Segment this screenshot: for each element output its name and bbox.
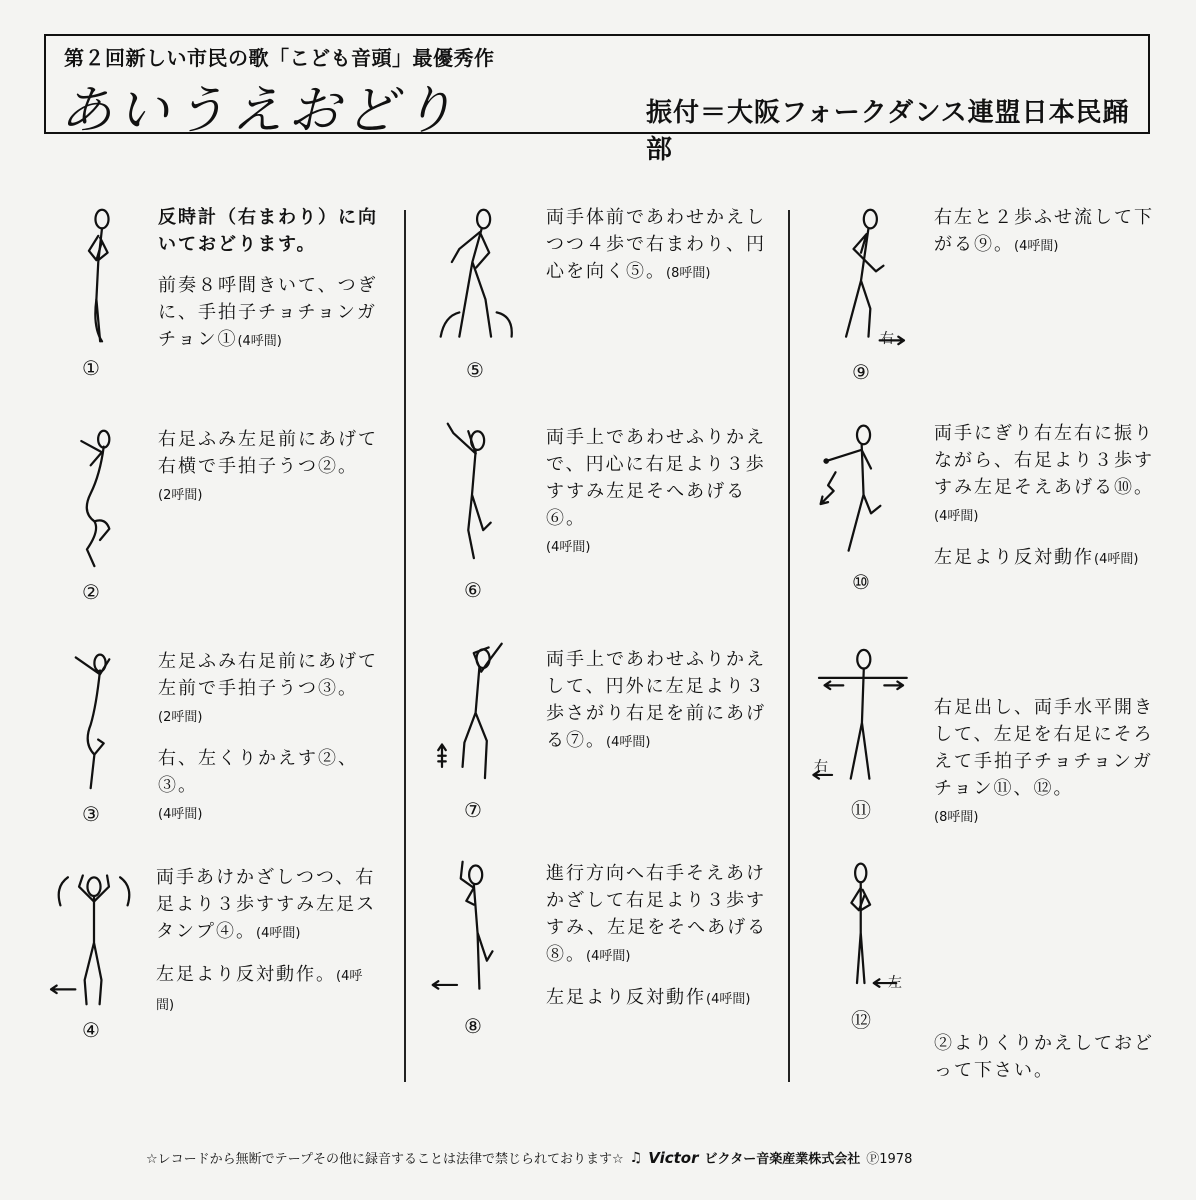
step-text: 左足より反対動作	[546, 987, 706, 1008]
column-divider	[404, 210, 406, 1082]
step-timing: (2呼間)	[158, 488, 203, 503]
choreography-credit: 振付＝大阪フォークダンス連盟日本民踊部	[646, 98, 1130, 165]
step-description	[158, 426, 378, 523]
step-text: 前奏８呼間きいて、つぎに、手拍子チョチョンガチョン①	[158, 275, 378, 350]
step-number: ⑤	[466, 358, 484, 382]
step-timing: (4呼間)	[156, 969, 363, 1013]
step-description	[546, 646, 766, 770]
step-timing: (4呼間)	[1094, 552, 1139, 567]
subtitle: 第２回新しい市民の歌「こども音頭」最優秀作	[64, 46, 495, 70]
step-description	[934, 204, 1158, 274]
footer	[146, 1148, 912, 1167]
step-number: ④	[82, 1018, 100, 1042]
step-timing: (4呼間)	[606, 735, 651, 750]
step-number: ⑦	[464, 798, 482, 822]
step-text: 両手にぎり右左右に振りながら、右足より３歩すすみ左足そえあげる⑩。	[934, 423, 1154, 498]
step-description	[546, 204, 766, 301]
step-number: ⑩	[852, 570, 870, 594]
direction-label: 左	[888, 975, 902, 991]
step-timing: (4呼間)	[934, 509, 979, 524]
step-timing: (8呼間)	[666, 266, 711, 281]
step-timing: (4呼間)	[256, 926, 301, 941]
dancer-figure-6	[432, 420, 512, 560]
step-number: ⑧	[464, 1014, 482, 1038]
step-number: ①	[82, 356, 100, 380]
dancer-figure-9	[830, 206, 920, 346]
step-number: ⑫	[851, 1008, 871, 1032]
brand-name: Victor	[648, 1148, 699, 1167]
step-timing: (4呼間)	[586, 949, 631, 964]
step-number: ⑨	[852, 360, 870, 384]
step-number: ②	[82, 580, 100, 604]
direction-label: 右	[814, 759, 828, 775]
step-text: 右左と２歩ふせ流して下がる⑨。	[934, 207, 1154, 255]
step-text: 右足ふみ左足前にあげて右横で手拍子うつ②。	[158, 429, 378, 477]
step-text: 進行方向へ右手そえあけかざして右足より３歩すすみ、左足をそへあげる⑧。	[546, 863, 768, 965]
dancer-figure-12	[826, 858, 916, 998]
step-number: ⑪	[851, 798, 871, 822]
step-description	[158, 204, 378, 369]
page-title: あいうえおどり	[60, 81, 460, 141]
step-description	[158, 648, 378, 842]
step-text: 左足より反対動作	[934, 547, 1094, 568]
copyright-year: Ⓟ1978	[866, 1152, 913, 1167]
step-timing: (4呼間)	[1014, 239, 1059, 254]
step-text: 右、左くりかえす②、③。	[158, 748, 358, 796]
step-text: 両手体前であわせかえしつつ４歩で右まわり、円心を向く⑤。	[546, 207, 766, 282]
victor-logo-icon: ♫	[629, 1149, 643, 1166]
step-text: 右足出し、両手水平開きして、左足を右足にそろえて手拍子チョチョンガチョン⑪、⑫。	[934, 697, 1154, 799]
step-text: 両手あけかざしつつ、右足より３歩すすみ左足スタンプ④。	[156, 867, 377, 942]
header-box	[44, 34, 1150, 165]
step-number: ③	[82, 802, 100, 826]
step-timing: (4呼間)	[706, 992, 751, 1007]
direction-label: 右	[880, 331, 894, 347]
step-text: 両手上であわせふりかえで、円心に右足より３歩すすみ左足そへあげる⑥。	[546, 427, 766, 529]
step-description	[546, 424, 766, 575]
step-description	[546, 860, 768, 1027]
step-text: 反時計（右まわり）に向いておどります。	[158, 207, 378, 255]
copyright-notice: ☆レコードから無断でテープその他に録音することは法律で禁じられております☆	[146, 1152, 624, 1167]
dancer-figure-2	[60, 428, 140, 568]
step-timing: (4呼間)	[158, 807, 203, 822]
company-name: ビクター音楽産業株式会社	[704, 1152, 861, 1167]
dancer-figure-4	[44, 868, 144, 1008]
dancer-figure-10	[812, 420, 902, 560]
step-timing: (4呼間)	[546, 540, 591, 555]
step-timing: (2呼間)	[158, 710, 203, 725]
step-text: 両手上であわせふりかえして、円外に左足より３歩さがり右足を前にあげる⑦。	[546, 649, 766, 751]
step-text: 左足より反対動作。	[156, 964, 336, 985]
step-description	[934, 420, 1158, 587]
dancer-figure-5	[428, 206, 528, 346]
dancer-figure-3	[60, 650, 140, 790]
step-description	[934, 694, 1158, 845]
dancer-figure-8	[426, 858, 516, 998]
step-text: 左足ふみ右足前にあげて左前で手拍子うつ③。	[158, 651, 378, 699]
dancer-figure-1	[62, 206, 142, 346]
step-timing: (4呼間)	[237, 334, 282, 349]
dancer-figure-7	[430, 640, 510, 780]
closing-note: ②よりくりかえしておどって下さい。	[934, 1033, 1154, 1081]
step-number: ⑥	[464, 578, 482, 602]
step-description	[156, 864, 380, 1033]
step-timing: (8呼間)	[934, 810, 979, 825]
column-divider	[788, 210, 790, 1082]
